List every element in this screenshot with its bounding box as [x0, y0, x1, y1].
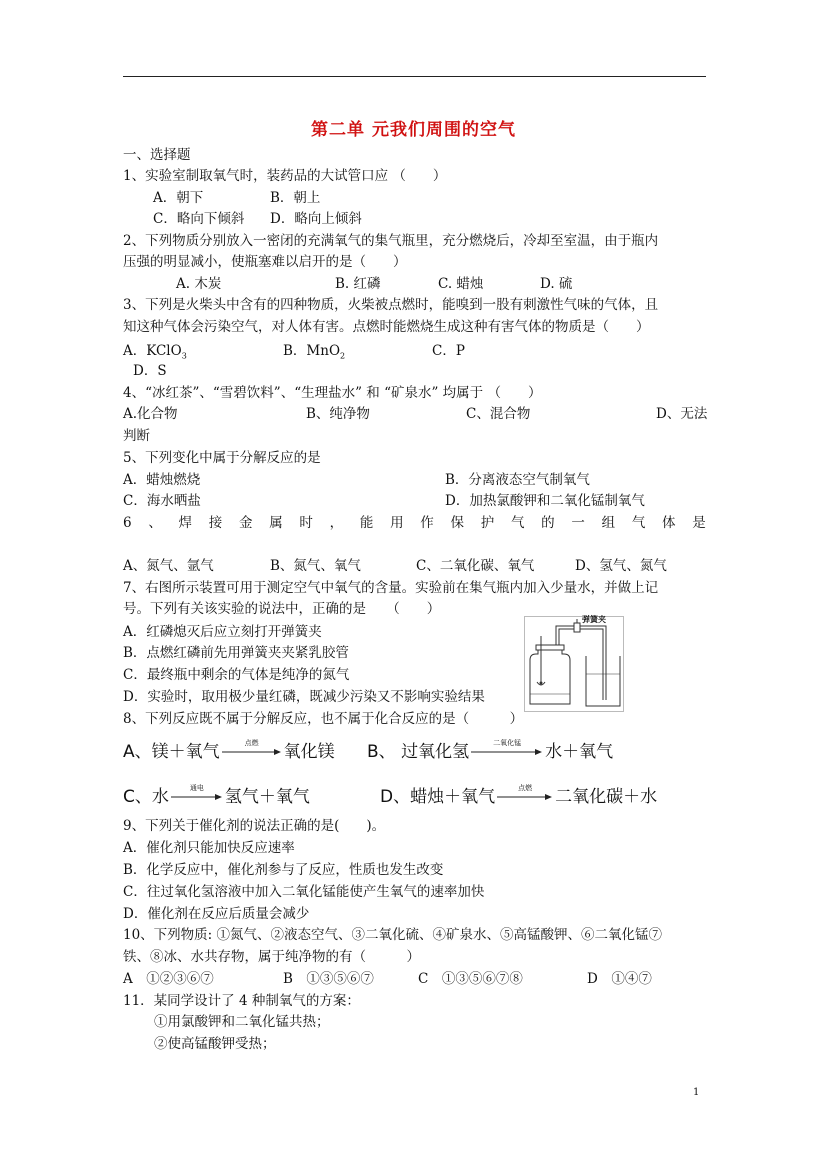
- q3-option-b: B．MnO$_2$: [283, 343, 346, 361]
- q6-option-a: A、氮气、氩气: [123, 558, 214, 574]
- q2-option-b: B. 红磷: [335, 276, 381, 292]
- q4-option-d: D、无法: [656, 406, 708, 422]
- q4-stem: 4、“冰红茶”、“雪碧饮料”、“生理盐水” 和 “矿泉水” 均属于 （ ）: [123, 385, 542, 401]
- q7-option-d: D．实验时，取用极少量红磷，既减少污染又不影响实验结果: [123, 689, 485, 705]
- q7-option-a: A．红磷熄灭后应立刻打开弹簧夹: [123, 624, 322, 640]
- q3-option-c: C．P: [432, 343, 465, 359]
- q5-option-d: D．加热氯酸钾和二氧化锰制氧气: [445, 493, 645, 509]
- q9-option-a: A．催化剂只能加快反应速率: [123, 840, 295, 856]
- q10-line2: 铁、⑧冰、水共存物，属于纯净物的有（ ）: [123, 949, 420, 965]
- reaction-arrow-icon: 点燃: [222, 748, 282, 756]
- q3-option-d: D．S: [133, 363, 167, 379]
- q10-option-b: B ①③⑤⑥⑦: [283, 971, 374, 987]
- q3-line2: 知这种气体会污染空气，对人体有害。点燃时能燃烧生成这种有害气体的物质是（ ）: [123, 319, 650, 335]
- q11-stem: 11．某同学设计了 4 种制氧气的方案：: [123, 993, 360, 1009]
- q10-option-c: C ①③⑤⑥⑦⑧: [418, 971, 523, 987]
- q9-option-d: D．催化剂在反应后质量会减少: [123, 906, 310, 922]
- q5-stem: 5、下列变化中属于分解反应的是: [123, 450, 321, 466]
- q2-option-d: D. 硫: [540, 276, 573, 292]
- page-number: 1: [693, 1087, 700, 1098]
- q7-option-b: B．点燃红磷前先用弹簧夹夹紧乳胶管: [123, 645, 349, 661]
- q9-option-c: C．往过氧化氢溶液中加入二氧化锰能使产生氧气的速率加快: [123, 884, 485, 900]
- q5-option-c: C．海水晒盐: [123, 493, 201, 509]
- q4-option-a: A.化合物: [123, 406, 178, 422]
- q1-stem: 1、实验室制取氧气时，装药品的大试管口应 （ ）: [123, 168, 447, 184]
- clamp-label: 弹簧夹: [582, 614, 606, 624]
- q1-option-c: C．略向下倾斜: [153, 211, 245, 227]
- header-rule: [123, 76, 706, 77]
- q4-option-d-cont: 判断: [123, 428, 150, 444]
- q4-option-c: C、混合物: [466, 406, 531, 422]
- q5-option-b: B．分离液态空气制氧气: [445, 472, 590, 488]
- q1-option-a: A．朝下: [153, 190, 204, 206]
- q10-option-d: D ①④⑦: [587, 971, 652, 987]
- q1-option-b: B．朝上: [270, 190, 321, 206]
- q2-option-c: C. 蜡烛: [438, 276, 484, 292]
- page-title: 第二单 元我们周围的空气: [311, 120, 516, 140]
- q8-option-c: C、水 通电 氢气＋氧气: [123, 784, 310, 807]
- reaction-arrow-icon: 通电: [171, 793, 223, 801]
- q6-option-c: C、二氧化碳、氧气: [416, 558, 535, 574]
- q9-option-b: B．化学反应中，催化剂参与了反应，性质也发生改变: [123, 862, 444, 878]
- section-heading: 一、选择题: [123, 147, 191, 163]
- q8-option-b: B、 过氧化氢 二氧化锰 水＋氧气: [367, 739, 614, 762]
- q6-option-b: B、氮气、氧气: [270, 558, 361, 574]
- q7-option-c: C．最终瓶中剩余的气体是纯净的氮气: [123, 667, 350, 683]
- q7-line1: 7、右图所示装置可用于测定空气中氧气的含量。实验前在集气瓶内加入少量水，并做上记: [123, 580, 659, 596]
- q6-option-d: D、氢气、氮气: [575, 558, 667, 574]
- q8-option-a: A、镁＋氧气 点燃 氧化镁: [123, 739, 335, 762]
- q2-option-a: A. 木炭: [176, 276, 222, 292]
- q2-line1: 2、下列物质分别放入一密闭的充满氧气的集气瓶里，充分燃烧后，冷却至室温，由于瓶内: [123, 233, 659, 249]
- q9-stem: 9、下列关于催化剂的说法正确的是( )。: [123, 818, 386, 834]
- reaction-arrow-icon: 点燃: [497, 793, 553, 801]
- q3-option-a: A．KClO$_3$: [123, 343, 187, 361]
- q10-option-a: A ①②③⑥⑦: [123, 971, 214, 987]
- q1-option-d: D．略向上倾斜: [270, 211, 362, 227]
- q10-line1: 10、下列物质: ①氮气、②液态空气、③二氧化硫、④矿泉水、⑤高锰酸钾、⑥二氧化锰⑦: [123, 927, 663, 943]
- q7-line2: 号。下列有关该实验的说法中，正确的是 （ ）: [123, 601, 441, 617]
- q2-line2: 压强的明显减小，使瓶塞难以启开的是（ ）: [123, 254, 407, 270]
- q6-stem: 6 、 焊 接 金 属 时 ， 能 用 作 保 护 气 的 一 组 气 体 是: [123, 515, 706, 531]
- apparatus-diagram: [524, 616, 624, 716]
- q11-item-2: ②使高锰酸钾受热；: [154, 1036, 276, 1052]
- q4-option-b: B、纯净物: [306, 406, 370, 422]
- q8-stem: 8、下列反应既不属于分解反应，也不属于化合反应的是（ ）: [123, 711, 524, 727]
- q8-option-d: D、蜡烛＋氧气 点燃 二氧化碳＋水: [380, 784, 658, 807]
- reaction-arrow-icon: 二氧化锰: [471, 748, 543, 756]
- q3-line1: 3、下列是火柴头中含有的四种物质，火柴被点燃时，能嗅到一股有刺激性气味的气体，且: [123, 297, 659, 313]
- q11-item-1: ①用氯酸钾和二氧化锰共热；: [154, 1014, 330, 1030]
- q5-option-a: A．蜡烛燃烧: [123, 472, 201, 488]
